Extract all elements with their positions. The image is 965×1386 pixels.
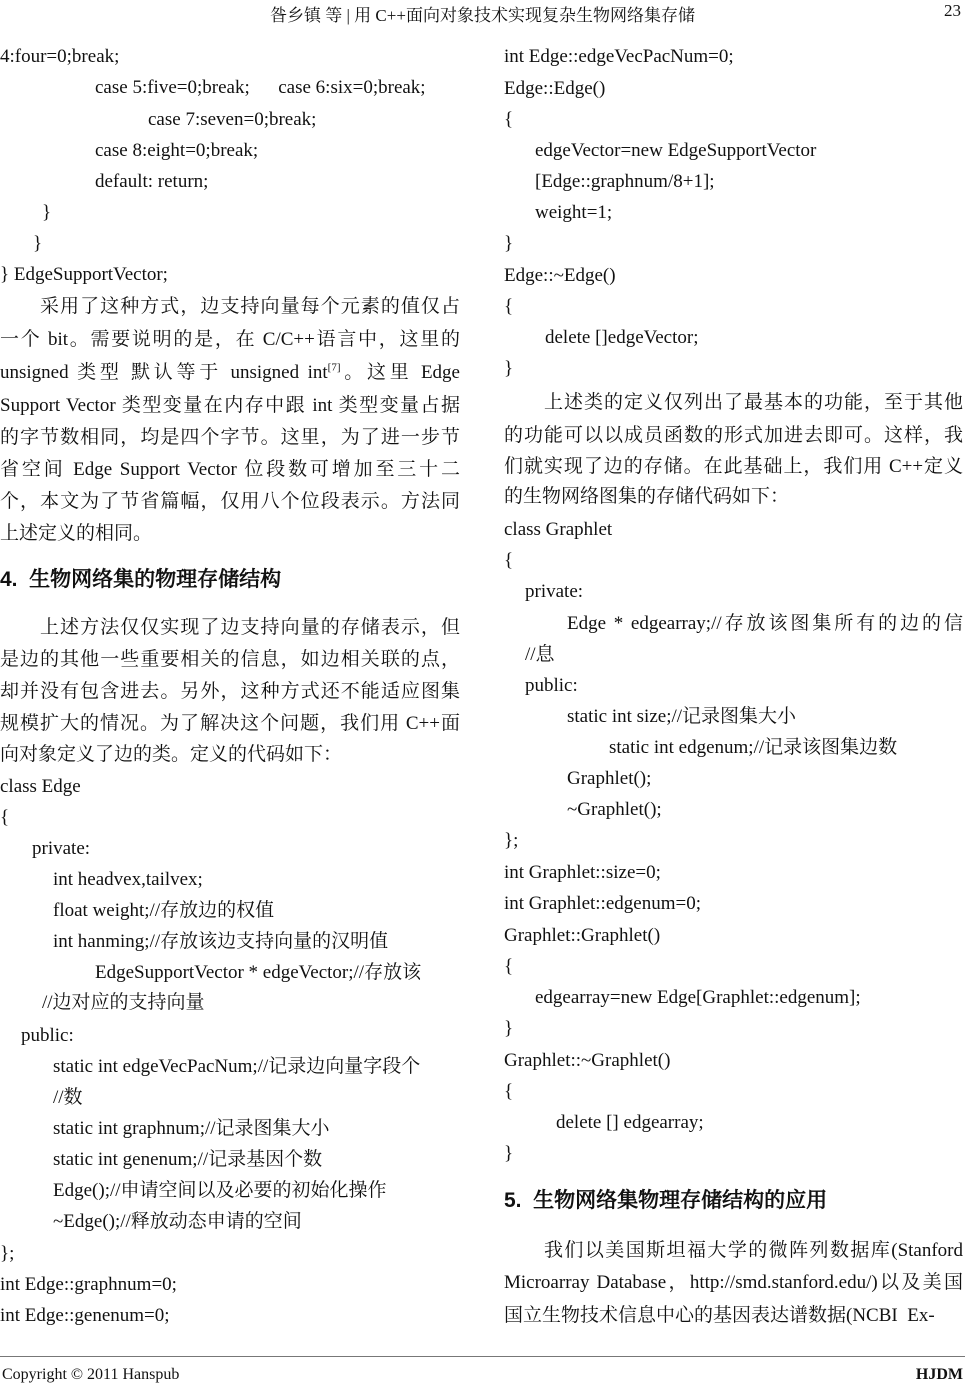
text-line: static int genenum;//记录基因个数 — [53, 1149, 323, 1170]
text-line: weight=1; — [535, 202, 613, 223]
text-line: } — [504, 358, 514, 379]
text-line: EdgeSupportVector * edgeVector;//存放该 — [95, 962, 422, 983]
text-line: 国立生物技术信息中心的基因表达谱数据(NCBI Ex- — [504, 1305, 935, 1326]
text-line: edgearray=new Edge[Graphlet::edgenum]; — [535, 987, 861, 1008]
text-line: int Edge::edgeVecPacNum=0; — [504, 46, 734, 67]
text-line: } — [42, 202, 52, 223]
text-line: }; — [504, 830, 519, 851]
text-line: { — [504, 550, 514, 571]
text-line: edgeVector=new EdgeSupportVector — [535, 140, 817, 161]
text-line: Edge::Edge() — [504, 78, 606, 99]
text-line: public: — [525, 675, 578, 696]
text-line: }; — [0, 1243, 15, 1264]
text-line: //息 — [525, 644, 555, 665]
journal-abbrev: HJDM — [915, 1366, 963, 1383]
text-line: int Graphlet::edgenum=0; — [504, 893, 701, 914]
text-line: static int edgenum;//记录该图集边数 — [609, 737, 898, 758]
copyright: Copyright © 2011 Hanspub — [2, 1366, 180, 1383]
text-line: int headvex,tailvex; — [53, 869, 203, 890]
paragraph-line: 的字节数相同，均是四个字节。这里，为了进一步节 — [0, 427, 460, 448]
text-line: private: — [525, 581, 584, 602]
text-line: [Edge::graphnum/8+1]; — [535, 171, 715, 192]
text-line: case 8:eight=0;break; — [95, 140, 259, 161]
section-heading: 4. 生物网络集的物理存储结构 — [0, 568, 282, 591]
text-line: ~Edge();//释放动态申请的空间 — [53, 1211, 302, 1232]
running-title: 昝乡镇 等 | 用 C++面向对象技术实现复杂生物网络集存储 — [270, 6, 695, 25]
text-line: } EdgeSupportVector; — [0, 264, 168, 285]
text-line: Graphlet(); — [567, 768, 652, 789]
text-line: 4:four=0;break; — [0, 46, 120, 67]
text-line: Edge::~Edge() — [504, 265, 616, 286]
line-text: 。这里 Edge — [340, 362, 460, 383]
running-header — [0, 0, 965, 26]
text-line: public: — [21, 1025, 74, 1046]
text-line: 的生物网络图集的存储代码如下： — [504, 486, 790, 507]
paragraph-line: 省空间 Edge Support Vector 位段数可增加至三十二 — [0, 459, 460, 480]
text-line: class Edge — [0, 776, 81, 797]
line-text: unsigned 类型 默认等于 unsigned int — [0, 362, 328, 383]
paragraph-line: 是边的其他一些重要相关的信息，如边相关联的点， — [0, 649, 460, 670]
paragraph-line: 却并没有包含进去。另外，这种方式还不能适应图集 — [0, 681, 460, 702]
text-line: } — [33, 233, 43, 254]
paragraph-line: 上述类的定义仅列出了最基本的功能，至于其他 — [544, 392, 963, 413]
paragraph-line: 采用了这种方式，边支持向量每个元素的值仅占 — [40, 296, 460, 317]
paragraph-line: Edge * edgearray;//存放该图集所有的边的信 — [567, 613, 963, 634]
text-line: int Edge::graphnum=0; — [0, 1274, 177, 1295]
text-line: Graphlet::~Graphlet() — [504, 1050, 671, 1071]
text-line: //数 — [53, 1087, 83, 1108]
paragraph-line: Microarray Database，http://smd.stanford.edu/)以及美国 — [504, 1272, 963, 1293]
paragraph-line: 的功能可以以成员函数的形式加进去即可。这样，我 — [504, 425, 963, 446]
text-line: int Edge::genenum=0; — [0, 1305, 170, 1326]
text-line: Graphlet::Graphlet() — [504, 925, 661, 946]
citation-ref[interactable]: [7] — [327, 361, 341, 374]
text-line: float weight;//存放边的权值 — [53, 900, 275, 921]
page-number: 23 — [944, 1, 961, 20]
paragraph-line: Support Vector 类型变量在内存中跟 int 类型变量占据 — [0, 395, 460, 416]
text-line: case 5:five=0;break; case 6:six=0;break; — [95, 77, 426, 98]
text-line: 上述定义的相同。 — [0, 523, 153, 544]
text-line: //边对应的支持向量 — [42, 992, 205, 1013]
text-line: static int edgeVecPacNum;//记录边向量字段个 — [53, 1056, 421, 1077]
text-line: int hanming;//存放该边支持向量的汉明值 — [53, 931, 389, 952]
text-line: 向对象定义了边的类。定义的代码如下： — [0, 744, 343, 765]
text-line: private: — [32, 838, 91, 859]
text-line: { — [504, 109, 514, 130]
paragraph-line: 上述方法仅仅实现了边支持向量的存储表示，但 — [40, 617, 460, 638]
text-line: class Graphlet — [504, 519, 613, 540]
paragraph-line: 个，本文为了节省篇幅，仅用八个位段表示。方法同 — [0, 491, 460, 512]
text-line: { — [504, 296, 514, 317]
paragraph-line — [0, 361, 460, 385]
text-line: { — [0, 807, 10, 828]
footer-divider — [0, 1356, 965, 1357]
text-line: static int size;//记录图集大小 — [567, 706, 797, 727]
text-line: delete []edgeVector; — [545, 327, 699, 348]
text-line: delete [] edgearray; — [556, 1112, 704, 1133]
section-heading: 5. 生物网络集物理存储结构的应用 — [504, 1189, 828, 1212]
text-line: { — [504, 1081, 514, 1102]
paragraph-line: 规模扩大的情况。为了解决这个问题，我们用 C++面 — [0, 713, 460, 734]
text-line: } — [504, 1143, 514, 1164]
text-line: ~Graphlet(); — [567, 799, 662, 820]
paragraph-line: 们就实现了边的存储。在此基础上，我们用 C++定义 — [504, 456, 963, 477]
paragraph-line: 我们以美国斯坦福大学的微阵列数据库(Stanford — [544, 1240, 963, 1261]
text-line: static int graphnum;//记录图集大小 — [53, 1118, 330, 1139]
text-line: default: return; — [95, 171, 209, 192]
text-line: } — [504, 233, 514, 254]
text-line: { — [504, 956, 514, 977]
text-line: int Graphlet::size=0; — [504, 862, 661, 883]
text-line: case 7:seven=0;break; — [148, 109, 317, 130]
text-line: } — [504, 1018, 514, 1039]
text-line: Edge();//申请空间以及必要的初始化操作 — [53, 1180, 387, 1201]
paragraph-line: 一个 bit。需要说明的是，在 C/C++语言中，这里的 — [0, 329, 460, 350]
